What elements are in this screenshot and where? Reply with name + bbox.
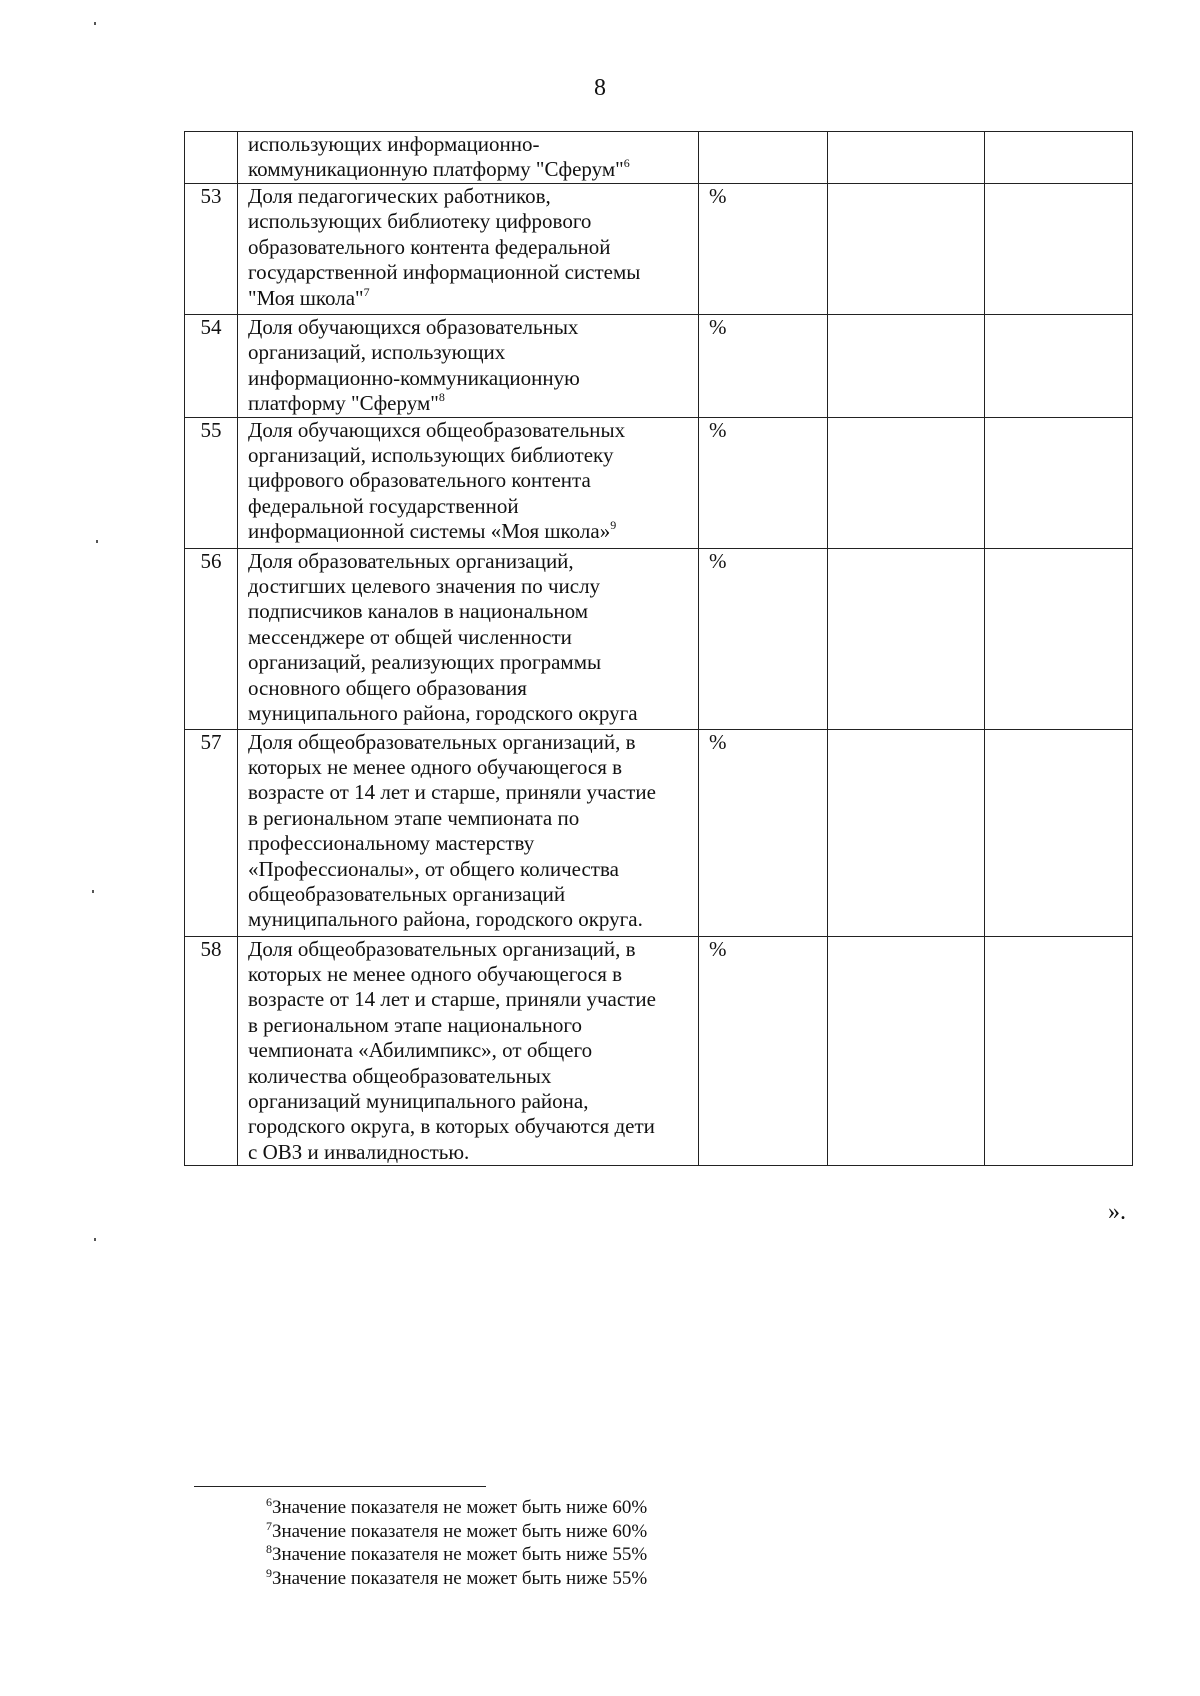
footnote-mark: 7 [266, 1518, 272, 1533]
footnote-reference: 9 [610, 518, 617, 533]
indicator-description-cell [238, 729, 699, 936]
value-cell-1 [828, 729, 985, 936]
description-line-text: количества общеобразовательных [248, 1063, 552, 1088]
description-line-text: платформу "Сферум" [248, 391, 439, 416]
description-line-text: "Моя школа" [248, 285, 364, 310]
description-line-text: возрасте от 14 лет и старше, приняли участие [248, 780, 656, 805]
description-line [248, 366, 692, 391]
description-line [248, 315, 692, 340]
footnote-text: Значение показателя не может быть ниже 60% [272, 1520, 648, 1542]
description-line [248, 625, 692, 650]
description-line-text: общеобразовательных организаций [248, 882, 566, 907]
page-number: 8 [594, 75, 606, 101]
unit-cell: % [699, 417, 828, 548]
indicator-description-cell [238, 548, 699, 729]
description-line [248, 987, 692, 1012]
description-line [248, 831, 692, 856]
footnote-item [266, 1496, 647, 1520]
footnote-item [266, 1543, 647, 1567]
footnote-separator [194, 1486, 486, 1487]
description-line [248, 755, 692, 780]
description-line [248, 1114, 692, 1139]
description-line-text: организаций, использующих [248, 340, 506, 365]
unit-cell: % [699, 315, 828, 418]
description-line [248, 574, 692, 599]
value-cell-2 [985, 132, 1133, 184]
description-line-text: в региональном этапе национального [248, 1012, 582, 1037]
description-line-text: федеральной государственной [248, 493, 519, 518]
closing-quote: ». [1108, 1199, 1126, 1225]
description-line-text: которых не менее одного обучающегося в [248, 962, 623, 987]
footnote-item [266, 1567, 647, 1591]
footnotes [266, 1496, 647, 1590]
unit-cell [699, 132, 828, 184]
description-line-text: использующих библиотеку цифрового [248, 209, 592, 234]
margin-mark [94, 22, 96, 25]
description-line [248, 907, 692, 932]
table-row [185, 132, 1133, 184]
row-number-cell: 54 [185, 315, 238, 418]
footnote-text: Значение показателя не может быть ниже 55% [272, 1567, 648, 1589]
description-line [248, 1140, 692, 1165]
description-line-text: возрасте от 14 лет и старше, приняли участие [248, 987, 656, 1012]
description-line-text: информационной системы «Моя школа» [248, 519, 611, 544]
value-cell-2 [985, 936, 1133, 1166]
description-line [248, 730, 692, 755]
description-line [248, 260, 692, 285]
description-line-text: мессенджере от общей численности [248, 624, 572, 649]
description-line [248, 549, 692, 574]
table-row [185, 184, 1133, 315]
description-line [248, 519, 692, 544]
table-row [185, 729, 1133, 936]
description-line-text: в региональном этапе чемпионата по [248, 805, 580, 830]
description-line-text: подписчиков каналов в национальном [248, 599, 589, 624]
description-line-text: государственной информационной системы [248, 260, 641, 285]
indicators-table [184, 131, 1133, 1166]
margin-mark [94, 1238, 96, 1241]
description-line-text: чемпионата «Абилимпикс», от общего [248, 1038, 593, 1063]
description-line [248, 676, 692, 701]
description-line [248, 780, 692, 805]
description-line-text: которых не менее одного обучающегося в [248, 755, 623, 780]
unit-cell: % [699, 548, 828, 729]
footnote-reference: 6 [623, 156, 630, 171]
table-row [185, 315, 1133, 418]
description-line-text: использующих информационно- [248, 132, 540, 156]
description-line-text: достигших целевого значения по числу [248, 574, 601, 599]
value-cell-1 [828, 184, 985, 315]
description-line-text: Доля обучающихся общеобразовательных [248, 417, 626, 442]
footnote-item [266, 1520, 647, 1544]
value-cell-1 [828, 132, 985, 184]
row-number-cell: 56 [185, 548, 238, 729]
value-cell-2 [985, 315, 1133, 418]
value-cell-2 [985, 184, 1133, 315]
row-number-cell [185, 132, 238, 184]
row-number-cell: 55 [185, 417, 238, 548]
value-cell-2 [985, 417, 1133, 548]
footnote-text: Значение показателя не может быть ниже 55% [272, 1544, 648, 1565]
footnote-mark: 6 [266, 1495, 272, 1509]
description-line-text: муниципального района, городского округа. [248, 907, 643, 932]
description-line [248, 701, 692, 726]
description-line [248, 209, 692, 234]
indicator-description-cell [238, 936, 699, 1166]
table-row [185, 548, 1133, 729]
description-line-text: организаций, использующих библиотеку [248, 443, 614, 468]
value-cell-1 [828, 548, 985, 729]
description-line-text: организаций, реализующих программы [248, 650, 602, 675]
value-cell-1 [828, 315, 985, 418]
description-line [248, 1013, 692, 1038]
description-line [248, 1089, 692, 1114]
footnote-reference: 7 [363, 284, 370, 299]
description-line [248, 286, 692, 311]
description-line-text: Доля общеобразовательных организаций, в [248, 729, 636, 754]
footnote-text: Значение показателя не может быть ниже 60% [272, 1497, 648, 1518]
description-line-text: Доля обучающихся образовательных [248, 315, 579, 339]
description-line-text: информационно-коммуникационную [248, 365, 580, 390]
description-line [248, 443, 692, 468]
description-line-text: с ОВЗ и инвалидностью. [248, 1139, 470, 1164]
description-line [248, 132, 692, 157]
description-line-text: организаций муниципального района, [248, 1089, 589, 1114]
description-line-text: муниципального района, городского округа [248, 701, 638, 726]
row-number-cell: 58 [185, 936, 238, 1166]
indicator-description-cell [238, 132, 699, 184]
table-row [185, 417, 1133, 548]
description-line-text: Доля образовательных организаций, [248, 548, 574, 573]
description-line-text: образовательного контента федеральной [248, 234, 611, 259]
description-line [248, 857, 692, 882]
description-line-text: Доля педагогических работников, [248, 184, 551, 208]
description-line-text: Доля общеобразовательных организаций, в [248, 936, 636, 961]
description-line [248, 184, 692, 209]
description-line [248, 157, 692, 182]
row-number-cell: 57 [185, 729, 238, 936]
description-line-text: «Профессионалы», от общего количества [248, 856, 619, 881]
description-line [248, 391, 692, 416]
indicators-table-body [185, 132, 1133, 1166]
description-line [248, 599, 692, 624]
description-line [248, 494, 692, 519]
value-cell-2 [985, 729, 1133, 936]
description-line-text: цифрового образовательного контента [248, 468, 591, 493]
description-line [248, 340, 692, 365]
description-line [248, 1038, 692, 1063]
description-line [248, 418, 692, 443]
value-cell-1 [828, 936, 985, 1166]
table-row [185, 936, 1133, 1166]
unit-cell: % [699, 936, 828, 1166]
indicator-description-cell [238, 417, 699, 548]
footnote-mark: 8 [266, 1542, 272, 1556]
unit-cell: % [699, 729, 828, 936]
description-line [248, 962, 692, 987]
description-line-text: профессиональному мастерству [248, 831, 535, 856]
indicator-description-cell [238, 315, 699, 418]
value-cell-1 [828, 417, 985, 548]
indicator-description-cell [238, 184, 699, 315]
value-cell-2 [985, 548, 1133, 729]
description-line-text: городского округа, в которых обучаются дети [248, 1114, 655, 1139]
description-line-text: коммуникационную платформу "Сферум" [248, 157, 624, 182]
footnote-mark: 9 [266, 1565, 272, 1580]
description-line-text: основного общего образования [248, 675, 527, 700]
footnote-reference: 8 [438, 390, 445, 405]
description-line [248, 468, 692, 493]
description-line [248, 937, 692, 962]
row-number-cell: 53 [185, 184, 238, 315]
margin-mark [92, 890, 94, 893]
description-line [248, 882, 692, 907]
margin-mark [96, 540, 98, 543]
description-line [248, 1064, 692, 1089]
unit-cell: % [699, 184, 828, 315]
description-line [248, 650, 692, 675]
description-line [248, 235, 692, 260]
description-line [248, 806, 692, 831]
